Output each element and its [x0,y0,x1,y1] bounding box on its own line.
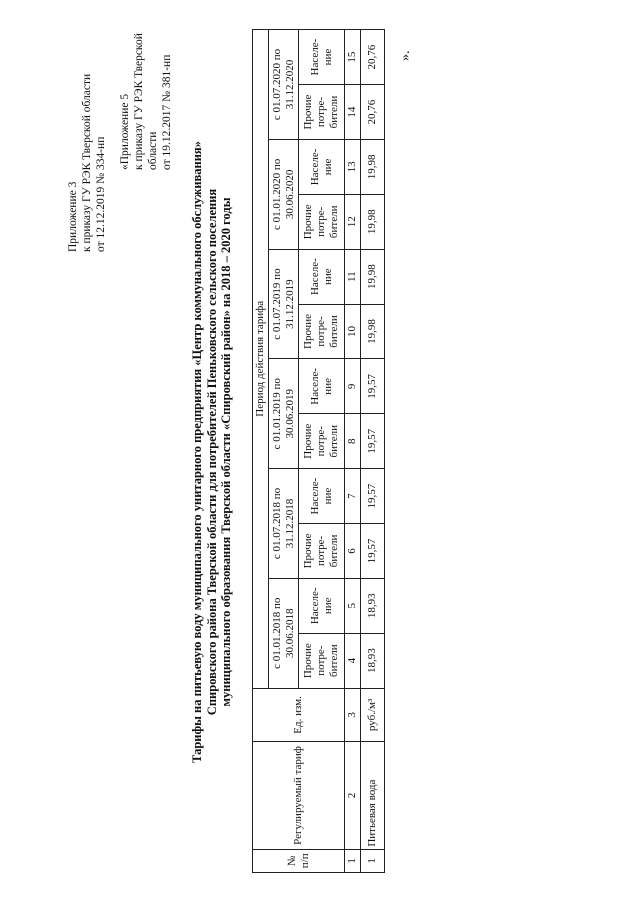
header-population: Населе- ние [299,469,345,524]
column-number: 5 [345,578,361,633]
row-value: 19,57 [361,524,385,579]
closing-quote: ». [398,50,413,61]
table-row [361,30,385,873]
row-value: 20,76 [361,85,385,140]
appendix-3-line: к приказу ГУ РЭК Тверской области [81,73,93,252]
appendix-3-block [66,74,108,252]
column-number: 6 [345,524,361,579]
header-period-5: с 01.01.2020 по 30.06.2020 [269,139,299,249]
appendix-5-line: от 19.12.2017 № 381-нп [161,54,173,170]
row-value: 18,93 [361,578,385,633]
appendix-3-line: от 12.12.2019 № 334-нп [95,136,107,252]
row-value: 19,98 [361,304,385,359]
header-period-4: с 01.07.2019 по 31.12.2019 [269,249,299,359]
column-number: 4 [345,633,361,688]
header-population: Населе- ние [299,30,345,85]
row-value: 19,98 [361,194,385,249]
header-tariff: Регулируемый тариф [253,742,345,849]
column-number: 15 [345,30,361,85]
header-other-consumers: Прочие потре- бители [299,194,345,249]
row-value: 19,57 [361,359,385,414]
title-line: Тарифы на питьевую воду муниципального унитарного предприятия «Центр коммунального обслуживания» [190,141,204,763]
appendix-5-line: к приказу ГУ РЭК Тверской области [133,33,159,170]
header-period-6: с 01.07.2020 по 31.12.2020 [269,30,299,140]
document-title [190,0,234,904]
header-unit: Ед. изм. [253,688,345,742]
column-number: 7 [345,469,361,524]
row-value: 19,98 [361,139,385,194]
column-number: 10 [345,304,361,359]
header-period-1: с 01.01.2018 по 30.06.2018 [269,578,299,688]
appendix-3-line: Приложение 3 [67,181,79,252]
column-number: 9 [345,359,361,414]
header-period-3: с 01.01.2019 по 30.06.2019 [269,359,299,469]
row-unit: руб./м³ [361,688,385,742]
header-population: Населе- ние [299,359,345,414]
column-number: 8 [345,414,361,469]
column-number: 13 [345,139,361,194]
row-value: 19,57 [361,414,385,469]
header-other-consumers: Прочие потре- бители [299,633,345,688]
header-period-2: с 01.07.2018 по 31.12.2018 [269,469,299,579]
row-value: 19,57 [361,469,385,524]
column-number: 3 [345,688,361,742]
row-tariff-name: Питьевая вода [361,742,385,849]
row-value: 19,98 [361,249,385,304]
column-number: 1 [345,849,361,872]
tariff-table [252,29,385,873]
column-number: 12 [345,194,361,249]
title-line: муниципального образования Тверской области «Спировский район» на 2018 – 2020 годы [219,197,233,707]
row-value: 20,76 [361,30,385,85]
appendix-5-line: «Приложение 5 [119,93,131,170]
header-other-consumers: Прочие потре- бители [299,304,345,359]
row-value: 18,93 [361,633,385,688]
title-line: Спировского района Тверской области для потребителей Пеньковского сельского поселения [204,188,219,716]
header-other-consumers: Прочие потре- бители [299,85,345,140]
column-number: 2 [345,742,361,849]
appendix-5-block [118,0,174,170]
column-number: 11 [345,249,361,304]
column-number: 14 [345,85,361,140]
header-population: Населе- ние [299,139,345,194]
header-population: Населе- ние [299,578,345,633]
header-population: Населе- ние [299,249,345,304]
header-num: № п/п [253,849,345,872]
header-other-consumers: Прочие потре- бители [299,414,345,469]
header-period: Период действия тарифа [253,30,269,689]
header-other-consumers: Прочие потре- бители [299,524,345,579]
row-num: 1 [361,849,385,872]
